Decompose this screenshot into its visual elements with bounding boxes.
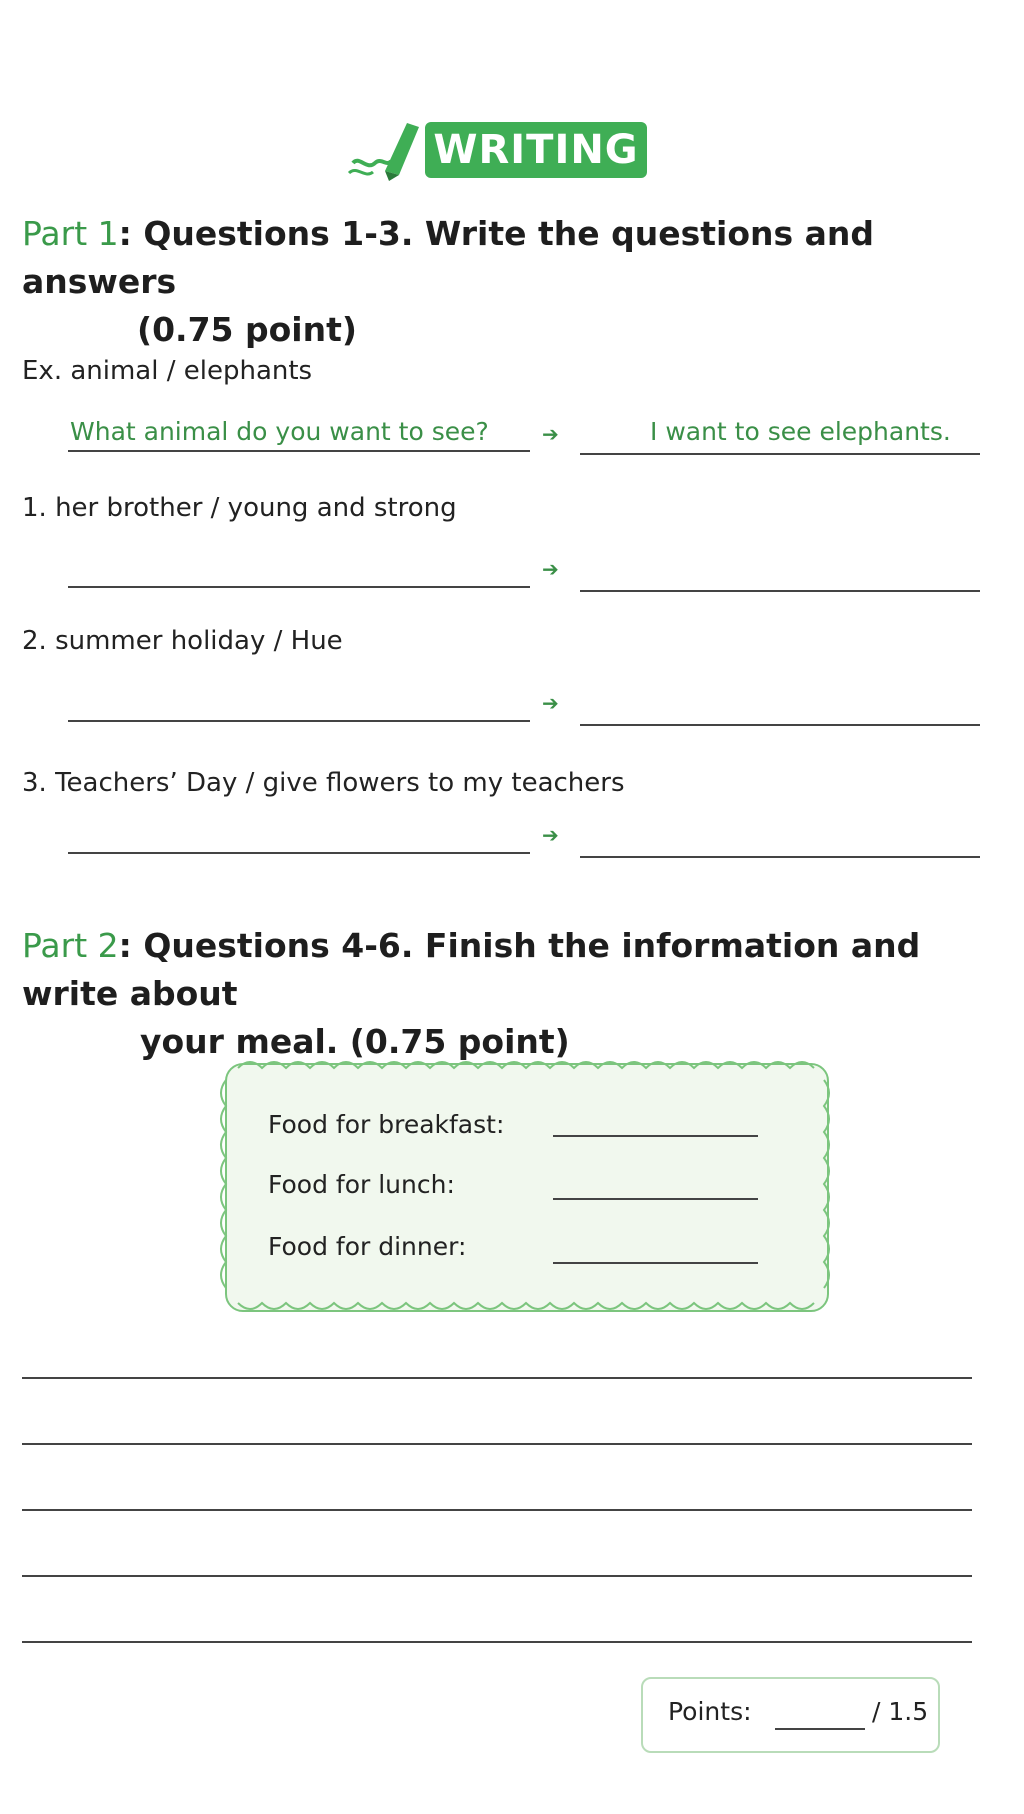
- writing-line[interactable]: [22, 1443, 972, 1445]
- section-title-banner: WRITING: [425, 122, 647, 178]
- writing-line[interactable]: [22, 1377, 972, 1379]
- points-label: Points:: [668, 1697, 752, 1726]
- part1-label: Part 1: [22, 214, 119, 253]
- question-2-line[interactable]: [68, 720, 530, 722]
- question-3-prompt: 3. Teachers’ Day / give flowers to my teachers: [22, 768, 625, 798]
- points-score-line[interactable]: [775, 1728, 865, 1730]
- example-question: What animal do you want to see?: [70, 417, 489, 446]
- food-breakfast-line[interactable]: [553, 1135, 758, 1137]
- answer-1-line[interactable]: [580, 590, 980, 592]
- food-dinner-label: Food for dinner:: [268, 1232, 467, 1261]
- question-3-line[interactable]: [68, 852, 530, 854]
- writing-line[interactable]: [22, 1509, 972, 1511]
- food-lunch-line[interactable]: [553, 1198, 758, 1200]
- part2-title-cont: your meal. (0.75 point): [140, 1021, 570, 1061]
- answer-2-line[interactable]: [580, 724, 980, 726]
- answer-3-line[interactable]: [580, 856, 980, 858]
- part2-heading: [22, 922, 1017, 1066]
- writing-line[interactable]: [22, 1641, 972, 1643]
- arrow-icon: ➔: [542, 823, 559, 847]
- food-lunch-label: Food for lunch:: [268, 1170, 455, 1199]
- example-answer-line: [580, 453, 980, 455]
- part1-points: (0.75 point): [137, 309, 357, 349]
- example-prompt: Ex. animal / elephants: [22, 356, 313, 386]
- arrow-icon: ➔: [542, 691, 559, 715]
- arrow-icon: ➔: [542, 422, 559, 446]
- part2-label: Part 2: [22, 926, 119, 965]
- writing-line[interactable]: [22, 1575, 972, 1577]
- part1-heading: [22, 210, 1012, 354]
- food-breakfast-label: Food for breakfast:: [268, 1110, 505, 1139]
- points-total: / 1.5: [872, 1697, 929, 1726]
- part2-title: : Questions 4-6. Finish the information and write about: [22, 926, 921, 1013]
- question-1-line[interactable]: [68, 586, 530, 588]
- example-answer: I want to see elephants.: [650, 417, 951, 446]
- pencil-icon: [345, 115, 425, 185]
- question-1-prompt: 1. her brother / young and strong: [22, 493, 457, 523]
- part1-title: : Questions 1-3. Write the questions and answers: [22, 214, 875, 301]
- food-dinner-line[interactable]: [553, 1262, 758, 1264]
- question-2-prompt: 2. summer holiday / Hue: [22, 626, 343, 656]
- example-question-line: [68, 450, 530, 452]
- arrow-icon: ➔: [542, 557, 559, 581]
